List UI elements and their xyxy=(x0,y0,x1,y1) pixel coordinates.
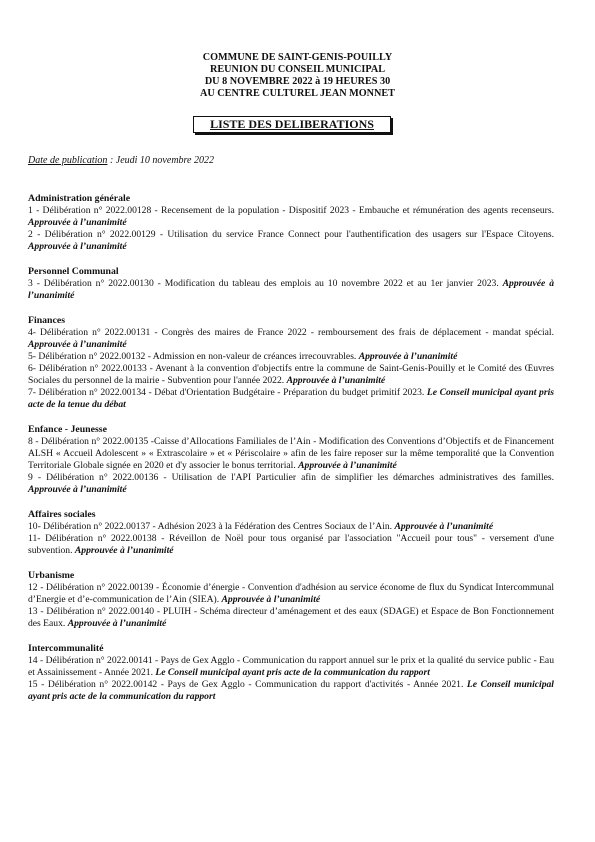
header-date: DU 8 NOVEMBRE 2022 à 19 HEURES 30 xyxy=(204,76,391,87)
deliberation-text: 6- Délibération n° 2022.00133 - Avenant à la convention d'objectifs entre la commune de Saint-Genis-Pouilly et le Comité des Œuvres Sociales du personnel de la mairie - Subvention pour l'année 2022. xyxy=(28,363,554,386)
deliberation-text: 4- Délibération n° 2022.00131 - Congrès des maires de France 2022 - remboursement des frais de déplacement - mandat spécial. xyxy=(28,327,554,338)
deliberation-item xyxy=(28,363,554,387)
deliberation-list xyxy=(28,193,554,716)
deliberation-status: Approuvée à l’unanimité xyxy=(358,351,458,362)
publication-separator: : xyxy=(107,155,116,166)
deliberation-status: Le Conseil municipal ayant pris acte de la communication du rapport xyxy=(155,667,430,678)
header-location: AU CENTRE CULTUREL JEAN MONNET xyxy=(200,88,395,99)
section xyxy=(28,509,554,557)
header-commune: COMMUNE DE SAINT-GENIS-POUILLY xyxy=(202,52,393,63)
deliberation-item xyxy=(28,582,554,606)
section xyxy=(28,424,554,496)
deliberation-item xyxy=(28,436,554,472)
section-title: Urbanisme xyxy=(28,570,75,581)
section xyxy=(28,193,554,253)
deliberation-status: Approuvée à l’unanimité xyxy=(67,618,167,629)
deliberation-item xyxy=(28,327,554,351)
deliberation-status: Approuvée à l’unanimité xyxy=(28,217,127,228)
deliberation-item xyxy=(28,278,554,302)
deliberation-text: 3 - Délibération n° 2022.00130 - Modification du tableau des emplois au 10 novembre 2022 et au 1er janvier 2023. xyxy=(28,278,503,289)
section-title: Enfance - Jeunesse xyxy=(28,424,107,435)
section-title: Affaires sociales xyxy=(28,509,96,520)
deliberation-item xyxy=(28,533,554,557)
publication-date xyxy=(28,155,214,166)
deliberation-status: Approuvée à l’unanimité xyxy=(298,460,397,471)
deliberation-item xyxy=(28,655,554,679)
deliberation-item xyxy=(28,679,554,703)
section xyxy=(28,643,554,703)
deliberation-item xyxy=(28,387,554,411)
deliberation-item xyxy=(28,351,554,363)
deliberation-status: Le Conseil municipal ayant pris acte de la tenue du débat xyxy=(28,387,554,410)
list-title: LISTE DES DELIBERATIONS xyxy=(193,116,391,133)
deliberation-status: Approuvée à l’unanimité xyxy=(221,594,321,605)
section-title: Personnel Communal xyxy=(28,266,119,277)
document-header xyxy=(0,52,595,100)
deliberation-status: Approuvée à l’unanimité xyxy=(28,241,127,252)
section xyxy=(28,266,554,302)
deliberation-item xyxy=(28,229,554,253)
deliberation-text: 8 - Délibération n° 2022.00135 -Caisse d’Allocations Familiales de l’Ain - Modification des Conventions d’Objectifs et de Financement ALSH « Accueil Adolescent » « Extrascolaire » et « Périscolaire » afin de les faire reposer sur la même temporalité que la Convention Territoriale Globale signée en 2020 et d'y associer le bonus territorial. xyxy=(28,436,554,471)
deliberation-text: 1 - Délibération n° 2022.00128 - Recensement de la population - Dispositif 2023 - Embauche et rémunération des agents recenseurs. xyxy=(28,205,554,216)
publication-value: Jeudi 10 novembre 2022 xyxy=(115,155,214,166)
deliberation-text: 13 - Délibération n° 2022.00140 - PLUIH - Schéma directeur d’aménagement et des eaux (SDAGE) et Espace de Bon Fonctionnement des Eaux. xyxy=(28,606,554,629)
section-title: Intercommunalité xyxy=(28,643,104,654)
deliberation-item xyxy=(28,205,554,229)
deliberation-status: Approuvée à l’unanimité xyxy=(28,339,127,350)
section-title: Finances xyxy=(28,315,66,326)
deliberation-text: 15 - Délibération n° 2022.00142 - Pays de Gex Agglo - Communication du rapport d'activités - Année 2021. xyxy=(28,679,467,690)
deliberation-text: 7- Délibération n° 2022.00134 - Débat d'Orientation Budgétaire - Préparation du budget primitif 2023. xyxy=(28,387,427,398)
deliberation-text: 5- Délibération n° 2022.00132 - Admission en non-valeur de créances irrecouvrables. xyxy=(28,351,359,362)
section xyxy=(28,315,554,411)
deliberation-item xyxy=(28,606,554,630)
deliberation-status: Approuvée à l’unanimité xyxy=(286,375,386,386)
deliberation-text: 11- Délibération n° 2022.00138 - Réveillon de Noël pour tous organisé par l'association "Accueil pour tous" - versement d'une subvention. xyxy=(28,533,554,556)
deliberation-item xyxy=(28,521,554,533)
deliberation-status: Approuvée à l’unanimité xyxy=(28,278,554,301)
deliberation-item xyxy=(28,472,554,496)
section xyxy=(28,570,554,630)
deliberation-status: Approuvée à l’unanimité xyxy=(394,521,494,532)
section-title: Administration générale xyxy=(28,193,131,204)
deliberation-text: 14 - Délibération n° 2022.00141 - Pays de Gex Agglo - Communication du rapport annuel sur le prix et la qualité du service public - Eau et Assainissement - Année 2021. xyxy=(28,655,554,678)
deliberation-status: Le Conseil municipal ayant pris acte de la communication du rapport xyxy=(28,679,554,702)
deliberation-text: 10- Délibération n° 2022.00137 - Adhésion 2023 à la Fédération des Centres Sociaux de l’Ain. xyxy=(28,521,395,532)
deliberation-text: 12 - Délibération n° 2022.00139 - Économie d’énergie - Convention d'adhésion au service économe de flux du Syndicat Intercommunal d’Energie et d’e-communication de l’Ain (SIEA). xyxy=(28,582,554,605)
deliberation-status: Approuvée à l’unanimité xyxy=(74,545,174,556)
deliberation-text: 2 - Délibération n° 2022.00129 - Utilisation du service France Connect pour l'authentification des usagers sur l'Espace Citoyens. xyxy=(28,229,554,240)
header-meeting: REUNION DU CONSEIL MUNICIPAL xyxy=(210,64,385,75)
deliberation-status: Approuvée à l’unanimité xyxy=(28,484,127,495)
deliberation-text: 9 - Délibération n° 2022.00136 - Utilisation de l'API Particulier afin de simplifier les démarches administratives des familles. xyxy=(28,472,554,483)
publication-label: Date de publication xyxy=(28,155,108,166)
